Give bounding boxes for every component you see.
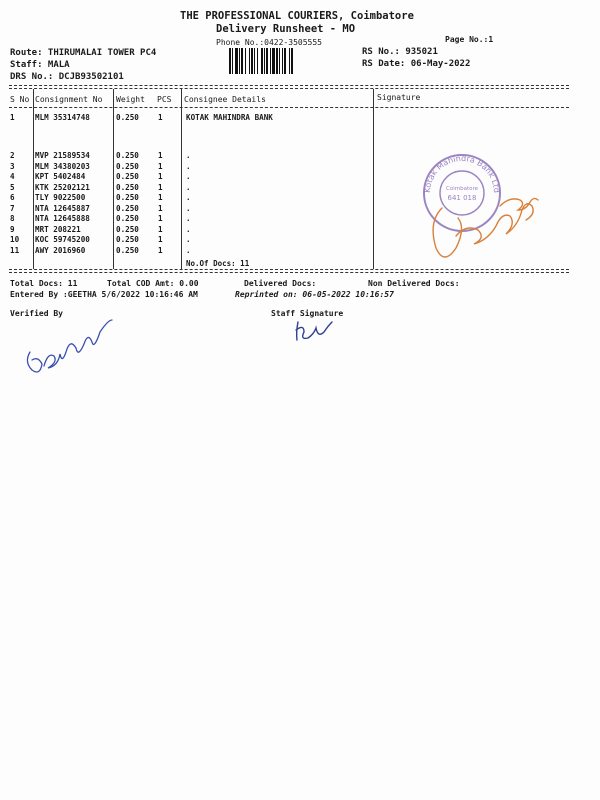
non-delivered-docs: Non Delivered Docs: — [368, 279, 460, 288]
page-number: Page No.:1 — [445, 35, 494, 44]
stamp-text-code: 641 018 — [447, 194, 477, 202]
row-pcs: 1 — [158, 161, 163, 171]
drs-number: DRS No.: DCJB93502101 — [10, 72, 124, 82]
row-weight: 0.250 — [116, 172, 139, 181]
col-header-weight: Weight — [116, 95, 145, 104]
row-consignment: MLM 34380203 — [35, 161, 90, 171]
row-consignment: KPT 5402484 — [35, 172, 86, 181]
staff: Staff: MALA — [10, 60, 70, 70]
row-sno: 7 — [10, 203, 15, 213]
rs-number: RS No.: 935021 — [362, 47, 438, 57]
row-weight: 0.250 — [116, 161, 139, 171]
row-pcs: 1 — [158, 113, 163, 122]
phone-number: Phone No.:0422-3505555 — [216, 38, 322, 47]
row-sno: 3 — [10, 161, 15, 171]
row-weight: 0.250 — [116, 214, 139, 223]
row-consignment: TLY 9022500 — [35, 193, 86, 202]
col-header-signature: Signature — [377, 93, 421, 102]
stamp-text-top: Kotak Mahindra Bank Ltd — [422, 153, 502, 194]
row-consignment: NTA 12645888 — [35, 214, 90, 223]
row-sno: 8 — [10, 214, 15, 223]
row-consignee: . — [186, 151, 191, 160]
row-consignee: . — [186, 182, 191, 192]
delivered-docs: Delivered Docs: — [244, 279, 317, 288]
total-docs: Total Docs: 11 — [10, 279, 78, 288]
row-consignee: . — [186, 193, 191, 202]
row-consignee: . — [186, 235, 191, 244]
row-weight: 0.250 — [116, 224, 139, 234]
col-header-consignment: Consignment No — [35, 95, 103, 104]
row-consignee: . — [186, 172, 191, 181]
row-consignment: MRT 208221 — [35, 224, 81, 234]
row-weight: 0.250 — [116, 182, 139, 192]
total-cod: Total COD Amt: 0.00 — [107, 279, 199, 288]
row-consignment: AWY 2016960 — [35, 245, 86, 255]
row-pcs: 1 — [158, 235, 163, 244]
row-weight: 0.250 — [116, 245, 139, 255]
staff-signature — [296, 322, 332, 340]
row-consignment: KTK 25202121 — [35, 182, 90, 192]
row-consignee: . — [186, 214, 191, 223]
row-weight: 0.250 — [116, 151, 139, 160]
verified-by: Verified By — [10, 309, 63, 318]
row-sno: 5 — [10, 182, 15, 192]
row-consignment: KOC 59745200 — [35, 235, 90, 244]
row-pcs: 1 — [158, 193, 163, 202]
row-pcs: 1 — [158, 224, 163, 234]
rs-date: RS Date: 06-May-2022 — [362, 59, 471, 69]
verified-signature — [27, 320, 112, 372]
row-weight: 0.250 — [116, 193, 139, 202]
col-header-sno: S No — [10, 95, 30, 104]
row-consignee: KOTAK MAHINDRA BANK — [186, 113, 273, 122]
row-sno: 6 — [10, 193, 15, 202]
reprinted-on: Reprinted on: 06-05-2022 10:16:57 — [235, 290, 394, 299]
row-pcs: 1 — [158, 151, 163, 160]
no-of-docs: No.Of Docs: 11 — [186, 259, 250, 268]
row-consignment: MVP 21589534 — [35, 151, 90, 160]
row-pcs: 1 — [158, 203, 163, 213]
row-weight: 0.250 — [116, 235, 139, 244]
row-sno: 9 — [10, 224, 15, 234]
row-pcs: 1 — [158, 172, 163, 181]
row-consignee: . — [186, 245, 191, 255]
row-pcs: 1 — [158, 245, 163, 255]
row-consignee: . — [186, 203, 191, 213]
row-consignment: NTA 12645887 — [35, 203, 90, 213]
staff-signature-label: Staff Signature — [271, 309, 344, 318]
route: Route: THIRUMALAI TOWER PC4 — [10, 48, 157, 58]
col-header-pcs: PCS — [157, 95, 172, 104]
row-consignee: . — [186, 161, 191, 171]
entered-by: Entered By :GEETHA 5/6/2022 10:16:46 AM — [10, 290, 198, 299]
col-header-consignee: Consignee Details — [184, 95, 266, 104]
document-title: Delivery Runsheet - MO — [216, 23, 356, 35]
company-name: THE PROFESSIONAL COURIERS, Coimbatore — [180, 10, 414, 22]
row-sno: 4 — [10, 172, 15, 181]
stamp-text-mid: Coimbatore — [446, 186, 478, 192]
row-weight: 0.250 — [116, 113, 139, 122]
row-sno: 10 — [10, 235, 20, 244]
row-pcs: 1 — [158, 214, 163, 223]
row-consignment: MLM 35314748 — [35, 113, 90, 122]
row-sno: 2 — [10, 151, 15, 160]
row-pcs: 1 — [158, 182, 163, 192]
row-weight: 0.250 — [116, 203, 139, 213]
row-consignee: . — [186, 224, 191, 234]
row-sno: 1 — [10, 113, 15, 122]
row-sno: 11 — [10, 245, 20, 255]
